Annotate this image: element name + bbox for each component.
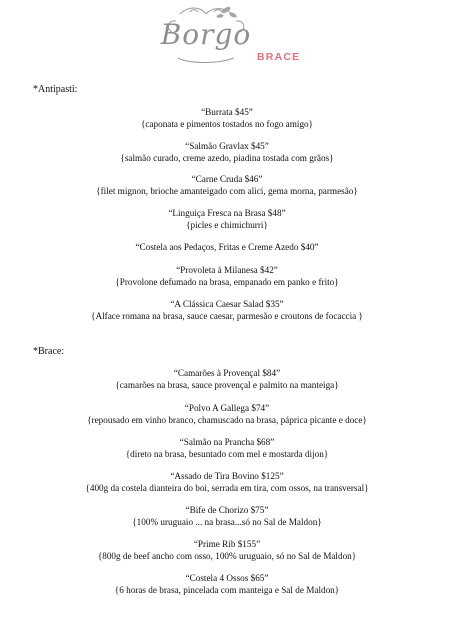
item-name: “Camarões à Provençal $84” <box>173 368 281 378</box>
item-name: “Costela aos Pedaços, Fritas e Creme Azedo $40” <box>135 242 319 252</box>
item-description: {800g de beef ancho com osso, 100% uruguaio, só no Sal de Maldon} <box>97 550 357 561</box>
item-description: {400g da costela dianteira do boi, serrada em tira, com ossos, na transversal} <box>85 482 369 493</box>
item-name: “Prime Rib $155” <box>193 539 261 549</box>
item-description: {100% uruguaio ... na brasa...só no Sal de Maldon} <box>132 516 322 527</box>
menu-item <box>0 471 454 494</box>
item-name: “Provoleta à Milanesa $42” <box>176 265 278 275</box>
item-name: “Salmão Gravlax $45” <box>185 141 269 151</box>
item-description: {camarões na brasa, sauce provençal e palmito na manteiga} <box>115 379 339 390</box>
menu-item <box>0 107 454 130</box>
section-title-brace: *Brace: <box>33 346 65 357</box>
item-description: {caponata e pimentos tostados no fogo amigo} <box>140 118 314 129</box>
section-title-antipasti: *Antipasti: <box>33 84 78 95</box>
menu-header <box>0 0 454 80</box>
menu-item <box>0 505 454 528</box>
brand-subtitle: BRACE <box>257 51 301 63</box>
borgo-logo <box>160 4 252 70</box>
item-name: “A Clássica Caesar Salad $35” <box>170 299 284 309</box>
item-description: {Alface romana na brasa, sauce caesar, parmesão e croutons de focaccia } <box>91 310 363 321</box>
item-description: {salmão curado, creme azedo, piadina tostada com grãos} <box>120 152 334 163</box>
menu-item <box>0 265 454 288</box>
item-name: “Burrata $45” <box>201 107 253 117</box>
item-name: “Linguiça Fresca na Brasa $48” <box>168 208 286 218</box>
menu-item <box>0 368 454 391</box>
item-description: {Provolone defumado na brasa, empanado em panko e frito} <box>115 276 339 287</box>
item-name: “Polvo A Gallega $74” <box>184 403 270 413</box>
item-description: {filet mignon, brioche amanteigado com alici, gema morna, parmesão} <box>96 185 358 196</box>
menu-item <box>0 539 454 562</box>
item-name: “Costela 4 Ossos $65” <box>185 573 269 583</box>
item-name: “Salmão na Prancha $68” <box>179 437 275 447</box>
menu-item <box>0 299 454 322</box>
menu-item <box>0 141 454 164</box>
menu-item <box>0 437 454 460</box>
menu-item <box>0 403 454 426</box>
item-description: {direto na brasa, besuntado com mel e mostarda dijon} <box>125 448 329 459</box>
logo-wordmark: Borgo <box>160 18 252 51</box>
menu-item <box>0 573 454 596</box>
menu-item <box>0 242 454 254</box>
item-name: “Carne Cruda $46” <box>191 174 263 184</box>
item-description: {picles e chimichurri} <box>186 219 268 230</box>
item-description: {repousado em vinho branco, chamuscado na brasa, páprica picante e doce} <box>87 414 367 425</box>
menu-item <box>0 208 454 231</box>
item-name: “Assado de Tira Bovino $125” <box>170 471 284 481</box>
menu-item <box>0 174 454 197</box>
item-description: {6 horas de brasa, pincelada com manteiga e Sal de Maldon} <box>114 584 340 595</box>
item-name: “Bife de Chorizo $75” <box>185 505 269 515</box>
